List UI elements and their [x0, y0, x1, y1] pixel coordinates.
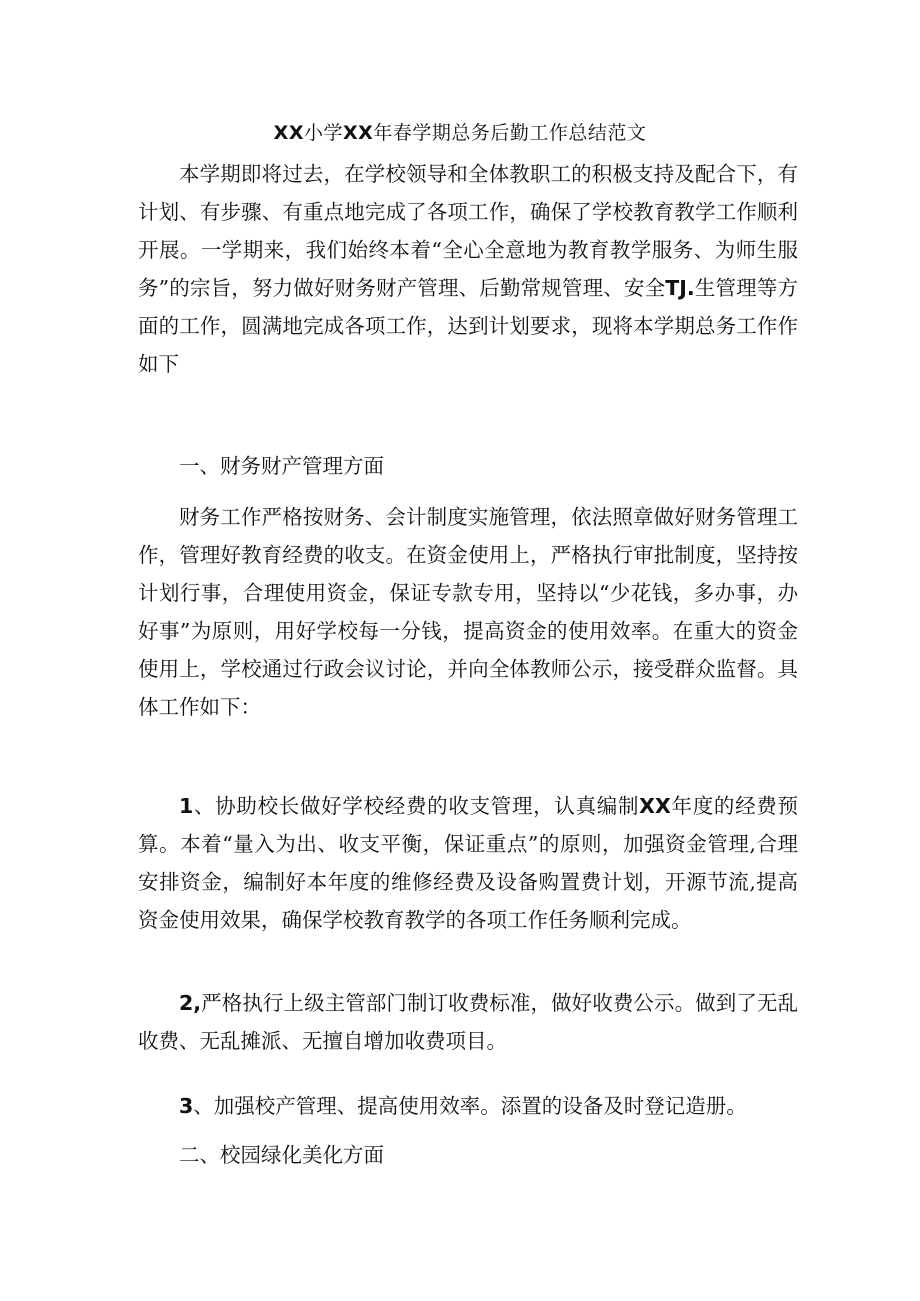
list-item-2-text: 严格执行上级主管部门制订收费标准，做好收费公示。做到了无乱收费、无乱摊派、无擅自增加收费项目。 [138, 991, 798, 1053]
title-placeholder-year: XX [343, 122, 374, 144]
list-item-1-text-a: 、协助校长做好学校经费的收支管理，认真编制 [193, 794, 640, 818]
section1-heading: 一、财务财产管理方面 [179, 454, 384, 478]
section2-heading: 二、校园绿化美化方面 [179, 1143, 384, 1167]
list-item-1-text-b: 年度的经费预算。本着“量入为出、收支平衡，保证重点”的原则，加强资金管理,合理安排资金，编制好本年度的维修经费及设备购置费计划，开源节流,提高资金使用效果，确保学校教育教学的各项工作任务顺利完成。 [138, 794, 798, 932]
section1-paragraph: 财务工作严格按财务、会计制度实施管理，依法照章做好财务管理工作，管理好教育经费的收支。在资金使用上，严格执行审批制度，坚持按计划行事，合理使用资金，保证专款专用，坚持以“少花钱，多办事，办好事”为原则，用好学校每一分钱，提高资金的使用效率。在重大的资金使用上，学校通过行政会议讨论，并向全体教师公示，接受群众监督。具体工作如下： [138, 505, 798, 719]
list-item-1-placeholder: XX [639, 794, 671, 818]
list-item-3-text: 、加强校产管理、提高使用效率。添置的设备及时登记造册。 [193, 1094, 747, 1118]
title-text-school: 小学 [303, 122, 343, 144]
intro-paragraph [138, 155, 798, 383]
list-item-1-number: 1 [179, 794, 194, 818]
list-item-3-number: 3 [179, 1094, 194, 1118]
list-item-2 [138, 984, 798, 1060]
intro-text-2: 生管理等方面的工作，圆满地完成各项工作，达到计划要求，现将本学期总务工作作如下 [138, 276, 798, 376]
intro-text-1: 本学期即将过去，在学校领导和全体教职工的积极支持及配合下，有计划、有步骤、有重点地完成了各项工作，确保了学校教育教学工作顺利开展。一学期来，我们始终本着“全心全意地为教育教学服务、为师生服务”的宗旨，努力做好财务财产管理、后勤常规管理、安全 [138, 162, 798, 300]
list-item-3 [138, 1087, 798, 1125]
list-item-2-number: 2, [179, 991, 202, 1015]
document-title [0, 120, 920, 146]
title-placeholder-school: XX [273, 122, 304, 144]
intro-latin-fragment: TJ. [665, 276, 695, 300]
title-text-rest: 年春学期总务后勤工作总结范文 [373, 122, 647, 144]
list-item-1 [138, 787, 798, 939]
